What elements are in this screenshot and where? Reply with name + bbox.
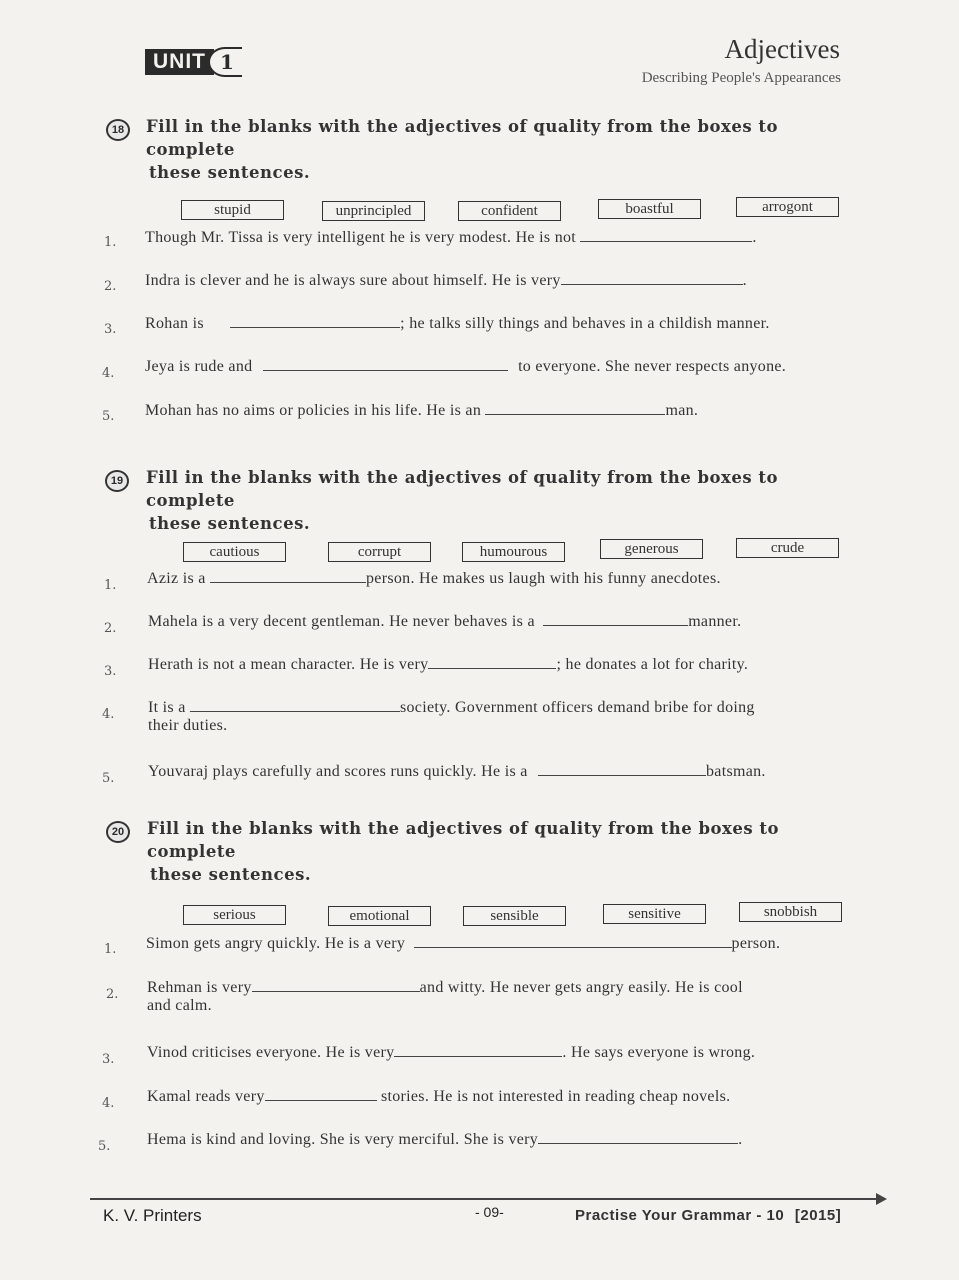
instruction-line: these sentences. bbox=[149, 514, 311, 533]
sentence-text: Kamal reads very bbox=[147, 1088, 265, 1105]
sentence-text: . He says everyone is wrong. bbox=[562, 1044, 756, 1061]
word-box: corrupt bbox=[328, 542, 431, 562]
answer-blank[interactable] bbox=[428, 667, 556, 669]
word-box: sensible bbox=[463, 906, 566, 926]
sentence-text: It is a bbox=[148, 699, 186, 716]
sentence-text: ; he talks silly things and behaves in a childish manner. bbox=[400, 315, 770, 332]
word-box: stupid bbox=[181, 200, 284, 220]
answer-blank[interactable] bbox=[394, 1055, 562, 1057]
exercise-number-badge: 19 bbox=[105, 470, 129, 492]
unit-number: 1 bbox=[208, 47, 242, 77]
answer-blank[interactable] bbox=[230, 326, 400, 328]
page-number: - 09- bbox=[475, 1204, 504, 1220]
sentence-number: 5. bbox=[102, 771, 115, 786]
sentence-number: 5. bbox=[98, 1139, 111, 1154]
sentence bbox=[148, 699, 755, 735]
sentence-number: 2. bbox=[104, 279, 117, 294]
answer-blank[interactable] bbox=[252, 990, 420, 992]
answer-blank[interactable] bbox=[485, 413, 665, 415]
book-title bbox=[575, 1207, 841, 1224]
sentence bbox=[147, 570, 721, 588]
sentence bbox=[145, 358, 786, 376]
sentence-text: man. bbox=[665, 402, 699, 419]
word-box: cautious bbox=[183, 542, 286, 562]
sentence-text: Herath is not a mean character. He is very bbox=[148, 656, 429, 673]
sentence-number: 3. bbox=[104, 664, 117, 679]
unit-label: UNIT bbox=[145, 49, 214, 75]
sentence-number: 5. bbox=[102, 409, 115, 424]
page-title: Adjectives bbox=[724, 34, 840, 64]
word-box: arrogont bbox=[736, 197, 839, 217]
sentence bbox=[147, 1088, 730, 1106]
sentence bbox=[148, 656, 748, 674]
sentence-text: . bbox=[738, 1131, 743, 1148]
answer-blank[interactable] bbox=[543, 624, 688, 626]
sentence-text: Rehman is very bbox=[147, 979, 252, 996]
word-box: unprincipled bbox=[322, 201, 425, 221]
sentence bbox=[145, 229, 757, 247]
sentence-number: 3. bbox=[102, 1052, 115, 1067]
sentence-number: 3. bbox=[104, 322, 117, 337]
word-box: boastful bbox=[598, 199, 701, 219]
page-subtitle: Describing People's Appearances bbox=[641, 70, 841, 86]
sentence-text: and calm. bbox=[147, 997, 212, 1014]
sentence-text: Youvaraj plays carefully and scores runs quickly. He is a bbox=[148, 763, 528, 780]
exercise-instruction bbox=[146, 115, 846, 184]
sentence-text: and witty. He never gets angry easily. He is cool bbox=[419, 979, 743, 996]
sentence-text: Rohan is bbox=[145, 315, 204, 332]
sentence-number: 2. bbox=[104, 621, 117, 636]
sentence bbox=[145, 315, 770, 333]
sentence-text: Hema is kind and loving. She is very merciful. She is very bbox=[147, 1131, 539, 1148]
word-box: sensitive bbox=[603, 904, 706, 924]
sentence-text: society. Government officers demand bribe for doing bbox=[399, 699, 755, 716]
sentence-number: 4. bbox=[102, 366, 115, 381]
answer-blank[interactable] bbox=[210, 581, 366, 583]
sentence-text: Mohan has no aims or policies in his life. He is an bbox=[145, 402, 482, 419]
sentence bbox=[148, 613, 741, 631]
word-box: generous bbox=[600, 539, 703, 559]
word-box: confident bbox=[458, 201, 561, 221]
word-box: emotional bbox=[328, 906, 431, 926]
exercise-number-badge: 18 bbox=[106, 119, 130, 141]
sentence-text: Simon gets angry quickly. He is a very bbox=[146, 935, 406, 952]
answer-blank[interactable] bbox=[263, 369, 508, 371]
sentence bbox=[147, 1131, 742, 1149]
sentence bbox=[145, 272, 747, 290]
publisher-name: K. V. Printers bbox=[103, 1206, 202, 1225]
sentence-number: 4. bbox=[102, 707, 115, 722]
instruction-line: these sentences. bbox=[149, 163, 311, 182]
book-name: Practise Your Grammar - 10 bbox=[575, 1207, 785, 1224]
word-box: crude bbox=[736, 538, 839, 558]
sentence-text: Mahela is a very decent gentleman. He never behaves is a bbox=[148, 613, 535, 630]
sentence-text: to everyone. She never respects anyone. bbox=[518, 358, 787, 375]
sentence-text: batsman. bbox=[706, 763, 766, 780]
answer-blank[interactable] bbox=[538, 774, 706, 776]
sentence-text: . bbox=[742, 272, 747, 289]
sentence bbox=[147, 979, 743, 1015]
exercise-instruction bbox=[147, 817, 847, 886]
word-box: snobbish bbox=[739, 902, 842, 922]
sentence-text: person. bbox=[731, 935, 781, 952]
sentence-text: manner. bbox=[688, 613, 742, 630]
book-year: [2015] bbox=[794, 1207, 842, 1224]
answer-blank[interactable] bbox=[561, 283, 743, 285]
answer-blank[interactable] bbox=[265, 1099, 377, 1101]
unit-badge bbox=[145, 48, 242, 76]
sentence-text: . bbox=[752, 229, 757, 246]
sentence-text: Vinod criticises everyone. He is very bbox=[147, 1044, 395, 1061]
sentence-text: person. He makes us laugh with his funny anecdotes. bbox=[366, 570, 721, 587]
exercise-number-badge: 20 bbox=[106, 821, 130, 843]
sentence-number: 1. bbox=[104, 578, 117, 593]
instruction-line: Fill in the blanks with the adjectives of quality from the boxes to complete bbox=[146, 117, 778, 159]
sentence bbox=[145, 402, 698, 420]
word-box: serious bbox=[183, 905, 286, 925]
sentence-text: stories. He is not interested in reading cheap novels. bbox=[380, 1088, 731, 1105]
sentence-text: ; he donates a lot for charity. bbox=[556, 656, 749, 673]
sentence-text: Indra is clever and he is always sure about himself. He is very bbox=[145, 272, 561, 289]
answer-blank[interactable] bbox=[580, 240, 752, 242]
sentence bbox=[147, 1044, 755, 1062]
word-box: humourous bbox=[462, 542, 565, 562]
answer-blank[interactable] bbox=[190, 710, 400, 712]
sentence bbox=[146, 935, 780, 953]
sentence-number: 2. bbox=[106, 987, 119, 1002]
instruction-line: Fill in the blanks with the adjectives of quality from the boxes to complete bbox=[146, 468, 778, 510]
sentence-number: 1. bbox=[104, 942, 117, 957]
footer-divider bbox=[90, 1198, 880, 1200]
sentence-text: Though Mr. Tissa is very intelligent he is very modest. He is not bbox=[145, 229, 577, 246]
sentence-number: 4. bbox=[102, 1096, 115, 1111]
sentence bbox=[148, 763, 766, 781]
answer-blank[interactable] bbox=[538, 1142, 738, 1144]
arrow-right-icon bbox=[876, 1193, 887, 1205]
answer-blank[interactable] bbox=[414, 946, 732, 948]
exercise-instruction bbox=[146, 466, 846, 535]
sentence-text: Jeya is rude and bbox=[145, 358, 253, 375]
instruction-line: Fill in the blanks with the adjectives of quality from the boxes to complete bbox=[147, 819, 779, 861]
instruction-line: these sentences. bbox=[150, 865, 312, 884]
sentence-number: 1. bbox=[104, 235, 117, 250]
sentence-text: their duties. bbox=[148, 717, 228, 734]
sentence-text: Aziz is a bbox=[147, 570, 206, 587]
